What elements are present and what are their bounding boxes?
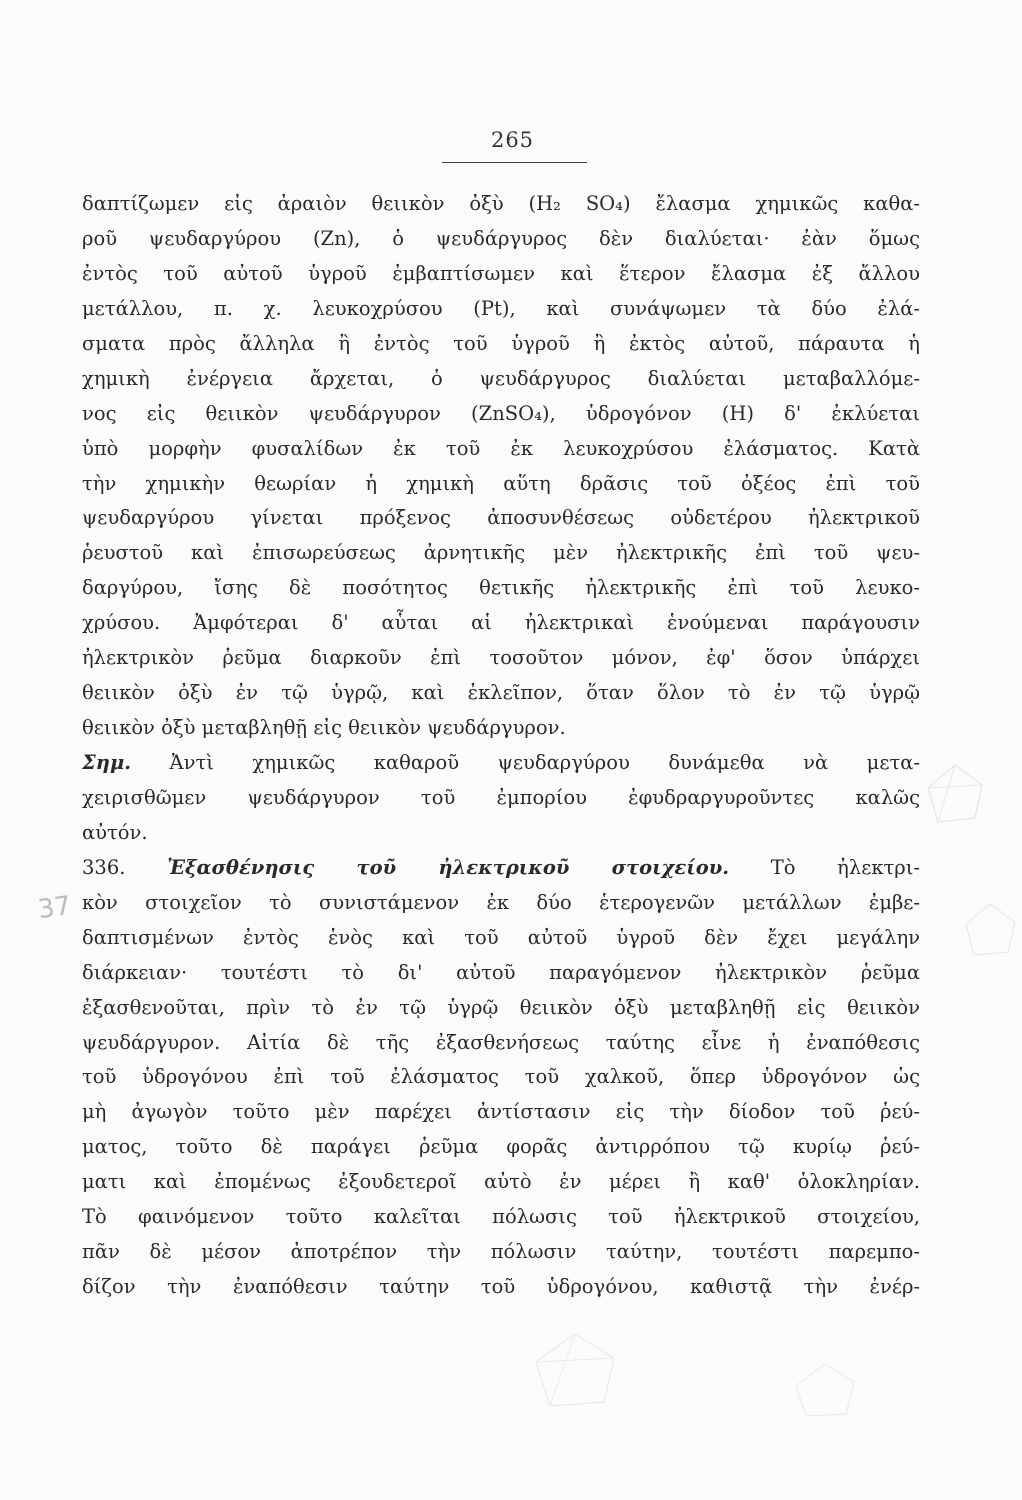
text-line (82, 432, 920, 467)
text-line (82, 1270, 920, 1305)
line-text: χημικὴ ἐνέργεια ἄρχεται, ὁ ψευδάργυρος διαλύεται μεταβαλλόμε- (82, 366, 920, 390)
text-line (82, 1026, 920, 1061)
text-line (82, 991, 920, 1026)
line-text: τὴν χημικὴν θεωρίαν ἡ χημικὴ αὕτη δρᾶσις τοῦ ὀξέος ἐπὶ τοῦ (82, 471, 920, 495)
text-line (82, 536, 920, 571)
line-text: δαργύρου, ἴσης δὲ ποσότητος θετικῆς ἠλεκτρικῆς ἐπὶ τοῦ λευκο- (82, 576, 920, 600)
body-text (82, 187, 920, 1305)
line-text: χρύσου. Ἀμφότεραι δ' αὗται αἱ ἠλεκτρικαὶ ἑνούμεναι παράγουσιν (82, 611, 920, 635)
line-text: Τὸ φαινόμενον τοῦτο καλεῖται πόλωσις τοῦ ἠλεκτρικοῦ στοιχείου, (82, 1205, 920, 1229)
line-text: αὐτόν. (82, 820, 148, 844)
text-line (82, 397, 920, 432)
line-text: δαπτίζωμεν εἰς ἀραιὸν θειικὸν ὀξὺ (H₂ SO₄) ἔλασμα χημικῶς καθα- (82, 192, 920, 215)
line-text: θειικὸν ὀξὺ ἐν τῷ ὑγρῷ, καὶ ἐκλεῖπον, ὅταν ὅλον τὸ ἐν τῷ ὑγρῷ (82, 681, 920, 705)
line-text: τοῦ ὑδρογόνου ἐπὶ τοῦ ἐλάσματος τοῦ χαλκοῦ, ὅπερ ὑδρογόνον ὡς (82, 1065, 920, 1089)
text-line (82, 571, 920, 606)
line-text: πᾶν δὲ μέσον ἀποτρέπον τὴν πόλωσιν ταύτην, τουτέστι παρεμπο- (82, 1240, 920, 1264)
line-text: ροῦ ψευδαργύρου (Zn), ὁ ψευδάργυρος δὲν διαλύεται· ἐὰν ὅμως (82, 226, 920, 250)
text-line (82, 1165, 920, 1200)
text-line (82, 816, 920, 851)
paper-stain-icon (790, 1360, 860, 1420)
text-line (82, 676, 920, 711)
text-line (82, 1095, 920, 1130)
text-line (82, 711, 920, 746)
line-text: νος εἰς θειικὸν ψευδάργυρον (ZnSO₄), ὑδρογόνον (H) δ' ἐκλύεται (82, 401, 920, 425)
text-line (82, 956, 920, 991)
text-line (82, 362, 920, 397)
text-line (82, 1235, 920, 1270)
text-line (82, 746, 920, 781)
text-line (82, 222, 920, 257)
line-text: σματα πρὸς ἄλληλα ἢ ἐντὸς τοῦ ὑγροῦ ἢ ἐκτὸς αὐτοῦ, πάραυτα ἡ (82, 331, 920, 355)
line-text: δίζον τὴν ἐναπόθεσιν ταύτην τοῦ ὑδρογόνου, καθιστᾷ τὴν ἐνέρ- (82, 1275, 920, 1299)
section-number: 336. (82, 855, 168, 879)
text-line (82, 781, 920, 816)
text-line (82, 851, 920, 886)
text-line (82, 641, 920, 676)
text-line (82, 1200, 920, 1235)
line-text: ψευδαργύρου γίνεται πρόξενος ἀποσυνθέσεως οὐδετέρου ἠλεκτρικοῦ (82, 506, 920, 530)
line-text: Ἀντὶ χημικῶς καθαροῦ ψευδαργύρου δυνάμεθα νὰ μετα- (131, 751, 920, 774)
section-heading: Σημ. (82, 751, 132, 774)
line-text: ἠλεκτρικὸν ῥεῦμα διαρκοῦν ἐπὶ τοσοῦτον μόνον, ἐφ' ὅσον ὑπάρχει (82, 646, 920, 670)
line-text: δαπτισμένων ἐντὸς ἑνὸς καὶ τοῦ αὐτοῦ ὑγροῦ δὲν ἔχει μεγάλην (82, 925, 920, 949)
text-line (82, 187, 920, 222)
line-text: ἐντὸς τοῦ αὐτοῦ ὑγροῦ ἐμβαπτίσωμεν καὶ ἕτερον ἔλασμα ἐξ ἄλλου (82, 261, 920, 285)
page-number: 265 (490, 128, 535, 152)
line-text: χειρισθῶμεν ψευδάργυρον τοῦ ἐμπορίου ἐφυδραργυροῦντες καλῶς (82, 785, 920, 809)
paper-stain-icon (530, 1330, 620, 1410)
line-text: ῥευστοῦ καὶ ἐπισωρεύσεως ἀρνητικῆς μὲν ἠλεκτρικῆς ἐπὶ τοῦ ψευ- (82, 541, 920, 565)
line-text: διάρκειαν· τουτέστι τὸ δι' αὐτοῦ παραγόμενον ἠλεκτρικὸν ῥεῦμα (82, 960, 920, 984)
text-line (82, 257, 920, 292)
margin-pencil-note: 37 (36, 890, 74, 926)
text-line (82, 467, 920, 502)
line-text: ὑπὸ μορφὴν φυσαλίδων ἐκ τοῦ ἐκ λευκοχρύσου ἐλάσματος. Κατὰ (82, 436, 920, 460)
line-text: ἐξασθενοῦται, πρὶν τὸ ἐν τῷ ὑγρῷ θειικὸν ὀξὺ μεταβληθῇ εἰς θειικὸν (82, 995, 920, 1019)
page-number-rule (442, 162, 587, 163)
line-text: μὴ ἀγωγὸν τοῦτο μὲν παρέχει ἀντίστασιν εἰς τὴν δίοδον τοῦ ῥεύ- (82, 1100, 920, 1124)
line-text: Τὸ ἠλεκτρι- (729, 855, 920, 879)
section-heading: Ἐξασθένησις τοῦ ἠλεκτρικοῦ στοιχείου. (167, 855, 730, 879)
text-line (82, 1130, 920, 1165)
text-line (82, 606, 920, 641)
text-line (82, 292, 920, 327)
text-line (82, 886, 920, 921)
text-line (82, 501, 920, 536)
paper-stain-icon (920, 760, 990, 830)
line-text: μετάλλου, π. χ. λευκοχρύσου (Pt), καὶ συνάψωμεν τὰ δύο ἐλά- (82, 296, 920, 320)
text-line (82, 1060, 920, 1095)
text-line (82, 921, 920, 956)
line-text: θειικὸν ὀξὺ μεταβληθῇ εἰς θειικὸν ψευδάργυρον. (82, 716, 566, 740)
paper-stain-icon (960, 900, 1020, 960)
line-text: ματι καὶ ἐπομένως ἐξουδετεροῖ αὐτὸ ἐν μέρει ἢ καθ' ὁλοκληρίαν. (82, 1170, 920, 1194)
text-line (82, 327, 920, 362)
line-text: ματος, τοῦτο δὲ παράγει ῥεῦμα φορᾶς ἀντιρρόπου τῷ κυρίῳ ῥεύ- (82, 1135, 920, 1159)
line-text: ψευδάργυρον. Αἰτία δὲ τῆς ἐξασθενήσεως ταύτης εἶνε ἡ ἐναπόθεσις (82, 1030, 920, 1054)
line-text: κὸν στοιχεῖον τὸ συνιστάμενον ἐκ δύο ἑτερογενῶν μετάλλων ἐμβε- (82, 890, 920, 914)
